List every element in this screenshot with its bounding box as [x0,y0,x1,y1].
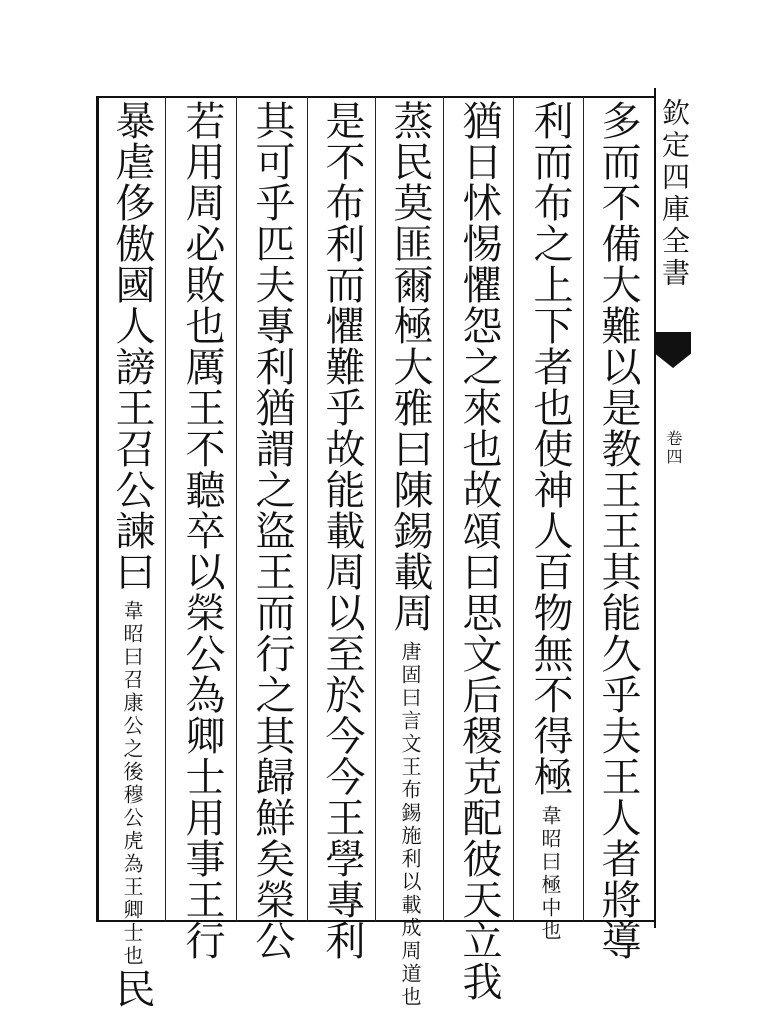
column-rule [583,96,584,922]
column-rule [236,96,237,922]
text-column-5 [312,100,372,961]
commentary-note: 韋昭曰召康公之後穆公虎為王卿士也 [120,600,144,968]
margin-volume-label: 卷四 [664,430,683,466]
column-rule [307,96,308,922]
column-main-text: 猶日怵惕懼怨之來也故頌曰思文后稷克配彼天立我 [456,100,502,1002]
column-main-text-tail: 民 [109,968,155,1009]
text-column-7 [172,100,232,961]
commentary-note: 唐固曰言文王布錫施利以載成周道也 [398,641,422,1009]
column-main-text: 多而不備大難以是教王王其能久乎夫王人者將導 [595,100,641,961]
column-main-text: 利而布之上下者也使神人百物無不得極 [527,100,573,797]
column-main-text: 其可乎匹夫專利猶謂之盜王而行之其歸鮮矣榮公 [249,100,295,961]
column-main-text: 暴虐侈傲國人謗王召公諫曰 [109,100,155,592]
text-column-6 [242,100,302,961]
text-column-3 [449,100,509,1002]
column-rule [443,96,444,922]
column-main-text: 蒸民莫匪爾極大雅曰陳錫載周 [387,100,433,633]
column-main-text: 若用周必敗也厲王不聽卒以榮公為卿士用事王行 [179,100,225,961]
text-column-1 [588,100,648,961]
column-rule [165,96,166,922]
commentary-note: 韋昭曰極中也 [538,805,562,943]
text-column-4 [380,100,440,1009]
text-column-8 [102,100,162,1009]
text-column-2 [520,100,580,943]
column-main-text: 是不布利而懼難乎故能載周以至於今今王學專利 [319,100,365,961]
margin-book-title: 欽定四庫全書 [658,98,691,290]
